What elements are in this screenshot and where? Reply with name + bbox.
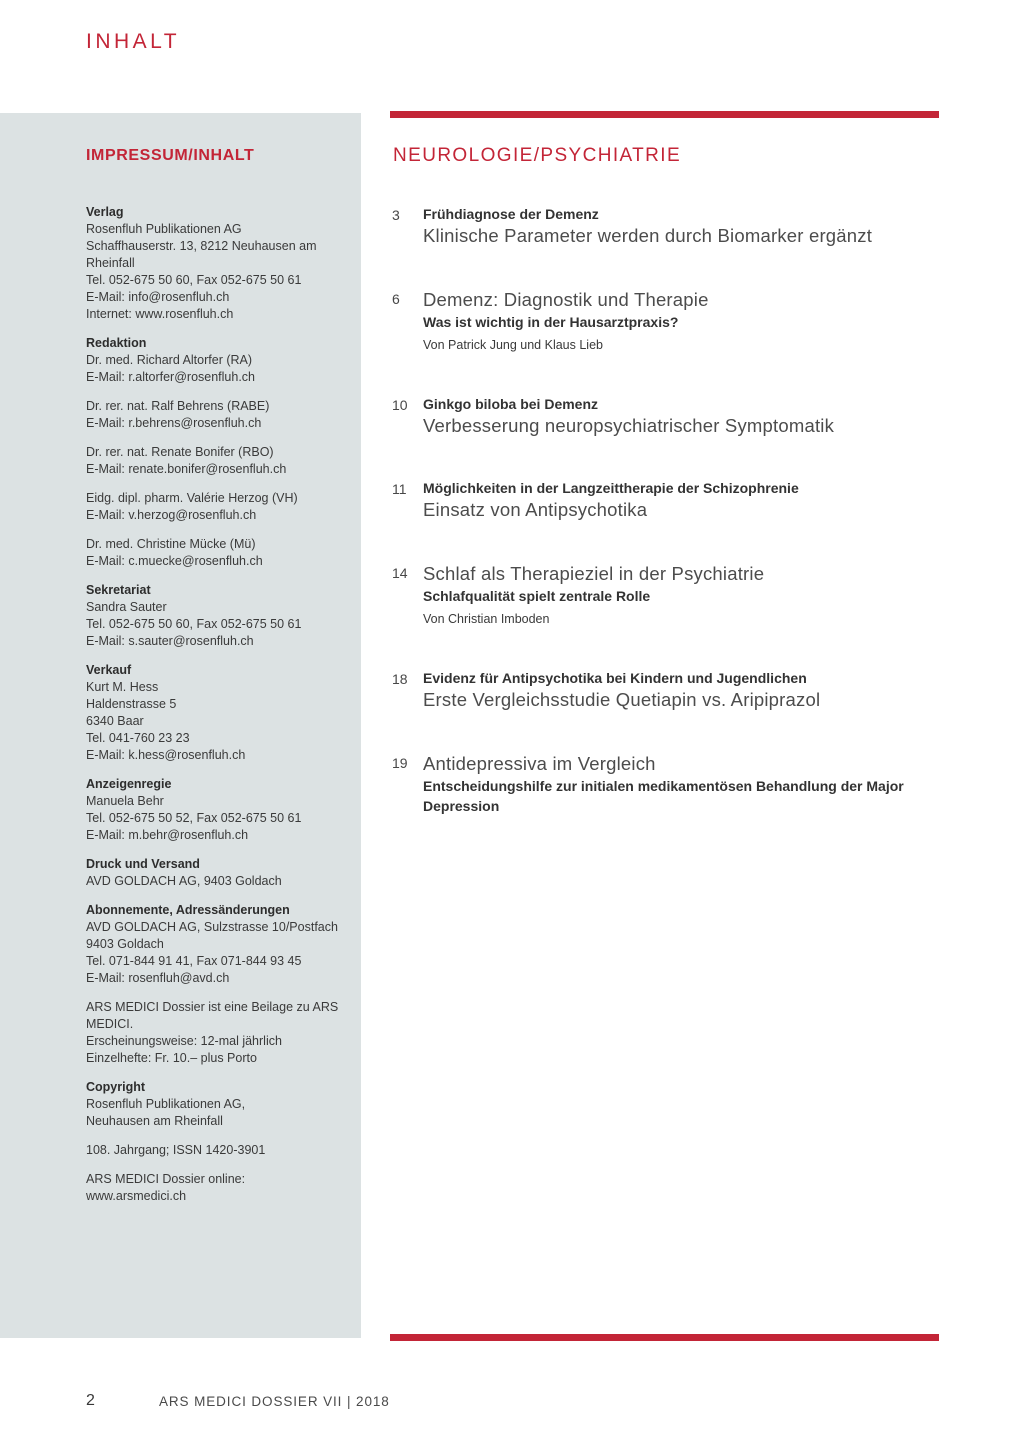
impressum-line: Rosenfluh Publikationen AG, [86,1097,246,1111]
article-kicker: Frühdiagnose der Demenz [423,206,599,222]
impressum-section [86,490,343,524]
impressum-section [86,204,343,323]
impressum-line: E-Mail: s.sauter@rosenfluh.ch [86,634,254,648]
impressum-section-heading: Copyright [86,1080,146,1094]
impressum-line: Erscheinungsweise: 12-mal jährlich [86,1034,282,1048]
impressum-line: E-Mail: renate.bonifer@rosenfluh.ch [86,462,287,476]
article-title: Demenz: Diagnostik und Therapie [423,289,709,310]
article-body [423,562,939,628]
impressum-line: Neuhausen am Rheinfall [86,1114,223,1128]
impressum-section [86,856,343,890]
impressum-section [86,776,343,844]
article-page-number: 6 [392,291,400,307]
impressum-panel [0,113,361,1338]
article-page-number: 14 [392,565,408,581]
impressum-line: Dr. med. Christine Mücke (Mü) [86,537,256,551]
impressum-line: Rosenfluh Publikationen AG [86,222,242,236]
toc-article [392,394,939,438]
impressum-line: Haldenstrasse 5 [86,697,177,711]
impressum-section [86,444,343,478]
impressum-line: ARS MEDICI Dossier ist eine Beilage zu ARS MEDICI. [86,1000,339,1031]
toc-article [392,668,939,712]
toc-article [392,562,939,628]
article-page-number: 10 [392,397,408,413]
impressum-section-heading: Redaktion [86,336,147,350]
article-list [392,204,939,816]
impressum-section [86,536,343,570]
impressum-line: E-Mail: c.muecke@rosenfluh.ch [86,554,263,568]
impressum-line: AVD GOLDACH AG, 9403 Goldach [86,874,282,888]
impressum-section-heading: Anzeigenregie [86,777,172,791]
impressum-line: Einzelhefte: Fr. 10.– plus Porto [86,1051,257,1065]
impressum-section [86,1142,343,1159]
impressum-line: Tel. 052-675 50 60, Fax 052-675 50 61 [86,617,302,631]
impressum-section-heading: Verlag [86,205,124,219]
toc-article [392,288,939,354]
footer-issue-label: ARS MEDICI DOSSIER VII | 2018 [159,1394,390,1409]
impressum-section [86,1079,343,1130]
impressum-line: E-Mail: rosenfluh@avd.ch [86,971,230,985]
toc-article [392,204,939,248]
impressum-section [86,902,343,987]
impressum-section [86,398,343,432]
toc-article [392,478,939,522]
impressum-line: Dr. rer. nat. Renate Bonifer (RBO) [86,445,274,459]
top-rule [390,111,939,118]
article-kicker: Evidenz für Antipsychotika bei Kindern und Jugendlichen [423,670,807,686]
article-body [423,394,939,438]
article-page-number: 11 [392,481,407,497]
impressum-heading: IMPRESSUM/INHALT [86,147,255,164]
impressum-line: Schaffhauserstr. 13, 8212 Neuhausen am Rheinfall [86,239,317,270]
footer-page-number: 2 [86,1392,95,1409]
article-title: Antidepressiva im Vergleich [423,753,656,774]
impressum-section [86,999,343,1067]
article-kicker: Entscheidungshilfe zur initialen medikamentösen Behandlung der Major Depression [423,778,904,814]
impressum-line: Dr. med. Richard Altorfer (RA) [86,353,253,367]
impressum-line: E-Mail: r.behrens@rosenfluh.ch [86,416,262,430]
article-kicker: Schlafqualität spielt zentrale Rolle [423,588,651,604]
toc-section-heading: NEUROLOGIE/PSYCHIATRIE [393,145,682,166]
impressum-line: Manuela Behr [86,794,164,808]
article-byline: Von Christian Imboden [423,612,550,626]
impressum-line: Tel. 052-675 50 52, Fax 052-675 50 61 [86,811,302,825]
impressum-section-heading: Sekretariat [86,583,151,597]
article-title: Verbesserung neuropsychiatrischer Symptomatik [423,415,835,436]
impressum-line: E-Mail: m.behr@rosenfluh.ch [86,828,249,842]
page-title: INHALT [86,30,181,53]
article-body [423,204,939,248]
impressum-line: Tel. 052-675 50 60, Fax 052-675 50 61 [86,273,302,287]
impressum-section [86,1171,343,1205]
article-title: Einsatz von Antipsychotika [423,499,648,520]
impressum-line: Tel. 041-760 23 23 [86,731,190,745]
article-body [423,478,939,522]
article-title: Schlaf als Therapieziel in der Psychiatrie [423,563,765,584]
impressum-line: 6340 Baar [86,714,144,728]
article-byline: Von Patrick Jung und Klaus Lieb [423,338,603,352]
toc-article [392,752,939,816]
article-kicker: Möglichkeiten in der Langzeittherapie der Schizophrenie [423,480,799,496]
impressum-section-heading: Verkauf [86,663,132,677]
impressum-line: E-Mail: r.altorfer@rosenfluh.ch [86,370,256,384]
impressum-section [86,662,343,764]
impressum-section-heading: Druck und Versand [86,857,200,871]
article-kicker: Was ist wichtig in der Hausarztpraxis? [423,314,679,330]
impressum-section [86,335,343,386]
article-kicker: Ginkgo biloba bei Demenz [423,396,599,412]
impressum-line: 9403 Goldach [86,937,164,951]
impressum-line: E-Mail: k.hess@rosenfluh.ch [86,748,246,762]
impressum-line: E-Mail: v.herzog@rosenfluh.ch [86,508,257,522]
article-page-number: 18 [392,671,408,687]
impressum-line: ARS MEDICI Dossier online: www.arsmedici.ch [86,1172,246,1203]
impressum-section [86,582,343,650]
impressum-sections [86,204,343,1205]
article-page-number: 19 [392,755,408,771]
article-body [423,668,939,712]
impressum-line: Tel. 071-844 91 41, Fax 071-844 93 45 [86,954,302,968]
article-title: Erste Vergleichsstudie Quetiapin vs. Aripiprazol [423,689,821,710]
impressum-section-heading: Abonnemente, Adressänderungen [86,903,290,917]
bottom-rule [390,1334,939,1341]
page-footer [86,1392,486,1412]
impressum-line: Eidg. dipl. pharm. Valérie Herzog (VH) [86,491,298,505]
impressum-line: Internet: www.rosenfluh.ch [86,307,234,321]
article-body [423,288,939,354]
article-title: Klinische Parameter werden durch Biomarker ergänzt [423,225,873,246]
article-body [423,752,939,816]
impressum-line: Dr. rer. nat. Ralf Behrens (RABE) [86,399,270,413]
impressum-line: E-Mail: info@rosenfluh.ch [86,290,230,304]
toc-column [390,111,939,856]
impressum-line: AVD GOLDACH AG, Sulzstrasse 10/Postfach [86,920,338,934]
impressum-line: Sandra Sauter [86,600,167,614]
impressum-line: 108. Jahrgang; ISSN 1420-3901 [86,1143,266,1157]
article-page-number: 3 [392,207,400,223]
impressum-line: Kurt M. Hess [86,680,159,694]
